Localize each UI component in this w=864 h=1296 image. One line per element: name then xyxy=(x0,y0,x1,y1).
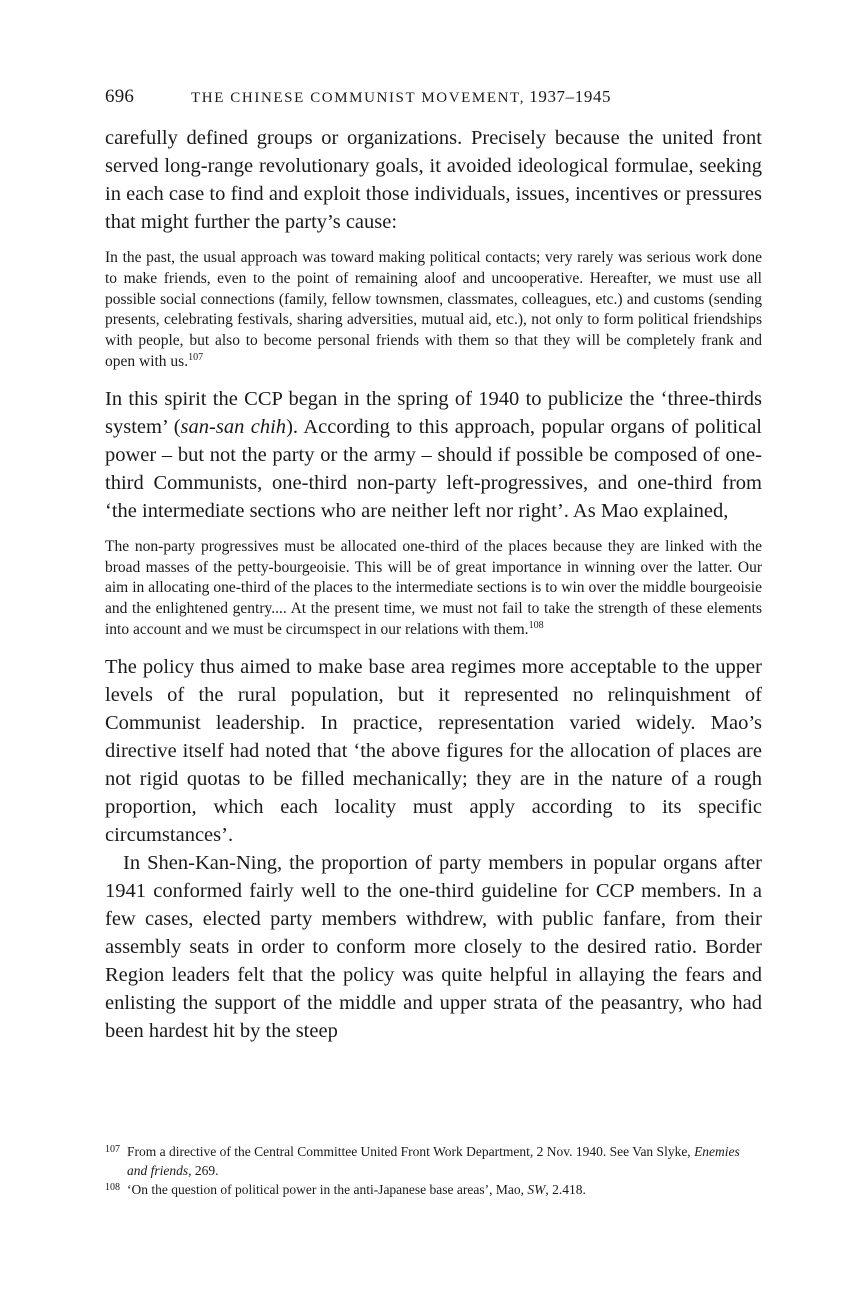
paragraph-1: carefully defined groups or organizations. Precisely because the united front served long-range revolutionary goals, it avoided ideological formulae, seeking in each case to find and exploit those individuals, issues, incentives or pressures that might further the party’s cause: xyxy=(105,127,762,233)
footnote-ref-108[interactable]: 108 xyxy=(528,619,544,631)
running-dates: 1937–1945 xyxy=(529,87,612,106)
footnote-text-a: From a directive of the Central Committee United Front Work Department, 2 Nov. 1940. See Van Slyke, xyxy=(127,1144,695,1159)
footnote-number: 107 xyxy=(105,1144,120,1155)
paragraph-2 xyxy=(105,385,762,525)
block-quote-1-text: In the past, the usual approach was toward making political contacts; very rarely was serious work done to make friends, even to the point of remaining aloof and uncooperative. Hereafter, we must use all possible social connections (family, fellow townsmen, classmates, colleagues, etc.) and customs (sending presents, celebrating festivals, sharing adversities, mutual aid, etc.), not only to form political friendships with people, but also to become personal friends with them so that they will be completely frank and open with us. xyxy=(105,249,762,370)
paragraph-2-italic-term: san-san chih xyxy=(180,415,287,438)
footnotes xyxy=(105,1142,762,1199)
footnote-ref-107[interactable]: 107 xyxy=(188,351,204,363)
paragraph-2-text-a: In this spirit the CCP began in the spring of 1940 to publicize the ‘three-thirds system’ ( xyxy=(105,387,762,438)
running-title: THE CHINESE COMMUNIST MOVEMENT, xyxy=(191,90,526,106)
footnote-text-b: , 269. xyxy=(188,1163,219,1178)
running-head xyxy=(105,84,762,110)
footnote-italic: SW xyxy=(527,1182,546,1197)
block-quote-2-text: The non-party progressives must be allocated one-third of the places because they are linked with the broad masses of the petty-bourgeoisie. This will be of great importance in winning over the latter. Our aim in allocating one-third of the places to the intermediate sections is to win over the middle bourgeoisie and the enlightened gentry.... At the present time, we must not fail to take the strength of these elements into account and we must be circumspect in our relations with them. xyxy=(105,537,762,638)
paragraph-4: In Shen-Kan-Ning, the proportion of party members in popular organs after 1941 conformed fairly well to the one-third guideline for CCP members. In a few cases, elected party members withdrew, with public fanfare, from their assembly seats in order to conform more closely to the desired ratio. Border Region leaders felt that the policy was quite helpful in allaying the fears and enlisting the support of the middle and upper strata of the peasantry, who had been hardest hit by the steep xyxy=(105,851,762,1042)
block-quote-1 xyxy=(105,248,762,373)
footnote-text-a: ‘On the question of political power in the anti-Japanese base areas’, Mao, xyxy=(127,1182,528,1197)
page-body xyxy=(105,84,762,1045)
paragraph-2-text-b: ). According to this approach, popular organs of political power – but not the party or the army – should if possible be composed of one-third Communists, one-third non-party left-progressives, and one-third from ‘the intermediate sections who are neither left nor right’. As Mao explained, xyxy=(105,415,762,522)
footnote-107 xyxy=(105,1142,762,1180)
block-quote-2 xyxy=(105,537,762,641)
footnote-number: 108 xyxy=(105,1182,120,1193)
footnote-text-b: , 2.418. xyxy=(545,1182,586,1197)
footnote-italic: Enemies and friends xyxy=(127,1144,740,1178)
footnote-108 xyxy=(105,1180,762,1199)
paragraph-3: The policy thus aimed to make base area regimes more acceptable to the upper levels of the rural population, but it represented no relinquishment of Communist leadership. In practice, representation varied widely. Mao’s directive itself had noted that ‘the above figures for the allocation of places are not rigid quotas to be filled mechanically; they are in the nature of a rough proportion, which each locality must apply according to its specific circumstances’. xyxy=(105,655,762,846)
page-number: 696 xyxy=(105,86,135,107)
